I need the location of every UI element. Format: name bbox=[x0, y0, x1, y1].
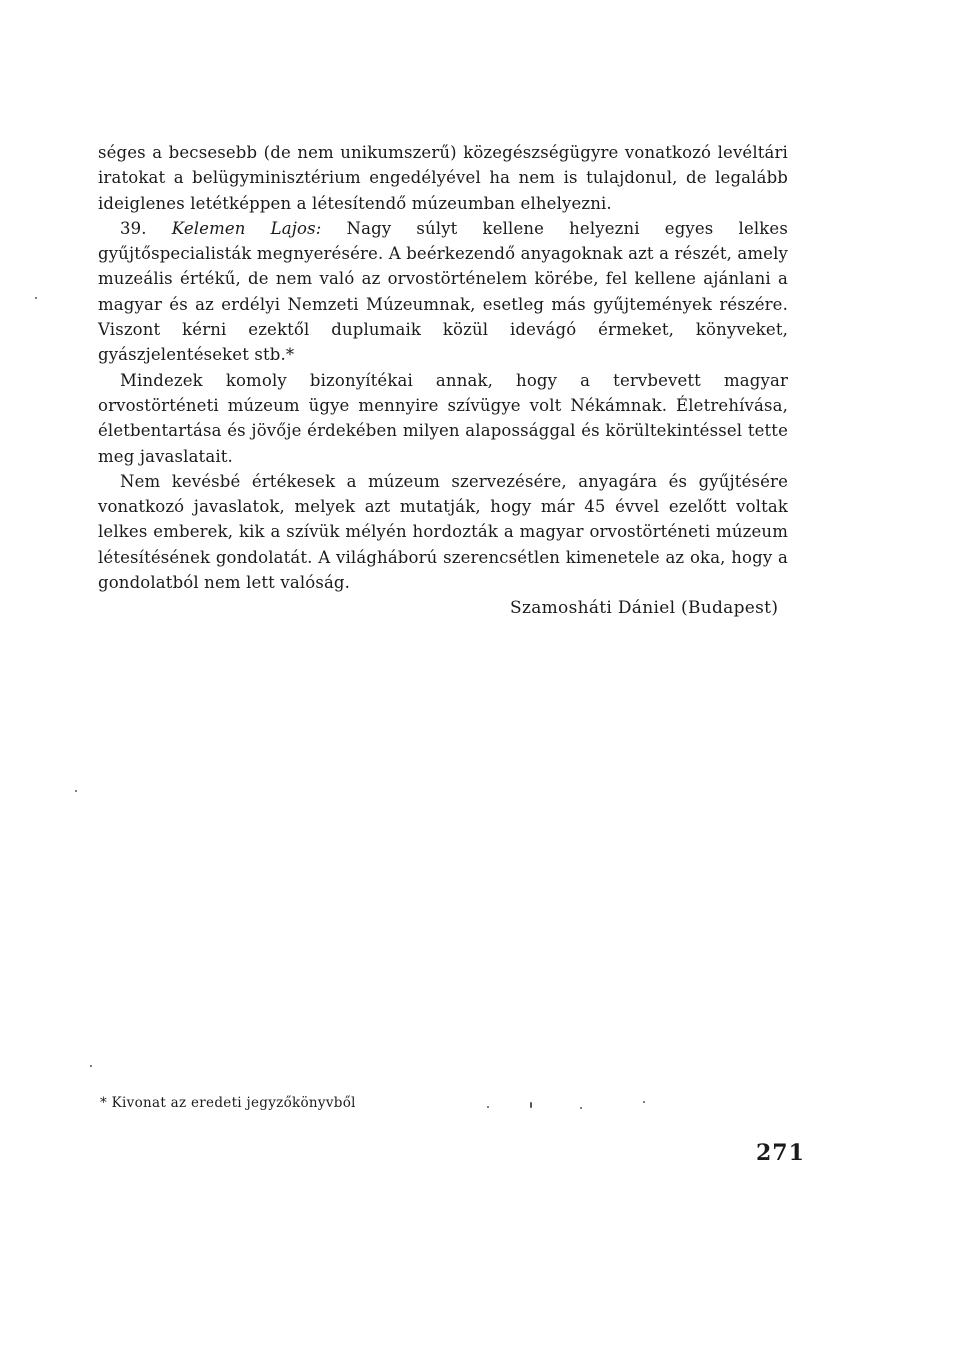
body-text bbox=[98, 140, 788, 595]
paragraph-continuation bbox=[98, 140, 788, 216]
paragraph-text: Mindezek komoly bizonyítékai annak, hogy a tervbevett magyar orvostörténeti múzeum ügye mennyire szívügye volt Nékámnak. Életrehívása, életbentartása és jövője érdekében milyen alapossággal és körültekintéssel tette meg javaslatait. bbox=[98, 370, 788, 466]
scan-speck bbox=[90, 1065, 92, 1067]
footnote: * Kivonat az eredeti jegyzőkönyvből bbox=[100, 1095, 356, 1111]
scan-speck bbox=[643, 1101, 645, 1103]
author-signature: Szamosháti Dániel (Budapest) bbox=[510, 598, 779, 618]
paragraph-text: séges a becsesebb (de nem unikumszerű) közegészségügyre vonatkozó levéltári iratokat a belügyminisztérium engedélyével ha nem is tulajdonul, de legalább ideiglenes letétképpen a létesítendő múzeumban elhelyezni. bbox=[98, 143, 788, 213]
paragraph-item-39 bbox=[98, 216, 788, 368]
paragraph-evidence bbox=[98, 368, 788, 469]
paragraph-conclusion bbox=[98, 469, 788, 595]
author-name: Kelemen Lajos: bbox=[171, 218, 322, 238]
scan-speck bbox=[75, 790, 77, 792]
item-number: 39. bbox=[120, 218, 147, 238]
page-number: 271 bbox=[756, 1140, 805, 1166]
scan-speck bbox=[530, 1102, 532, 1108]
scan-speck bbox=[487, 1106, 489, 1108]
scan-speck bbox=[35, 297, 37, 299]
paragraph-text: Nagy súlyt kellene helyezni egyes lelkes gyűjtőspecialisták megnyerésére. A beérkezendő anyagoknak azt a részét, amely muzeális értékű, de nem való az orvostörténelem körébe, fel kellene ajánlani a magyar és az erdélyi Nemzeti Múzeumnak, esetleg más gyűjtemények részére. Viszont kérni ezektől duplumaik közül idevágó érmeket, könyveket, gyászjelentéseket stb.* bbox=[98, 218, 788, 365]
scan-speck bbox=[580, 1107, 582, 1109]
paragraph-text: Nem kevésbé értékesek a múzeum szervezésére, anyagára és gyűjtésére vonatkozó javaslatok, melyek azt mutatják, hogy már 45 évvel ezelőtt voltak lelkes emberek, kik a szívük mélyén hordozták a magyar orvostörténeti múzeum létesítésének gondolatát. A világháború szerencsétlen kimenetele az oka, hogy a gondolatból nem lett valóság. bbox=[98, 471, 788, 593]
